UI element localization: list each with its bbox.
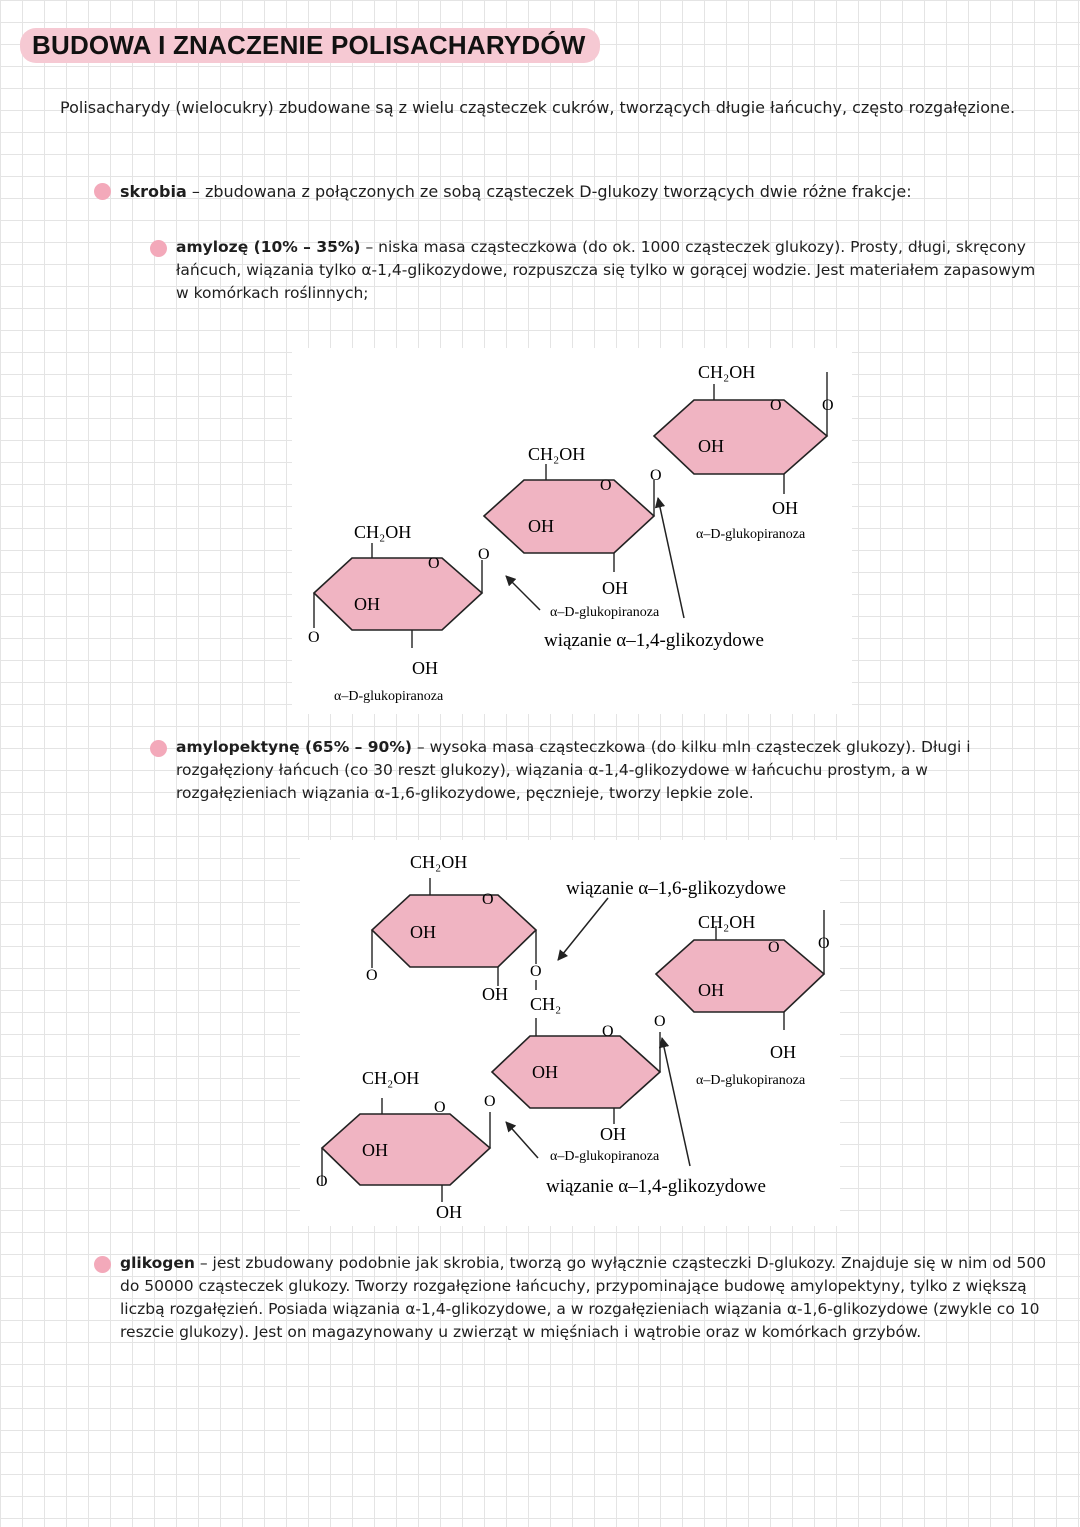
ringa-o: O xyxy=(434,1099,446,1116)
ring3-ch2oh: CH₂OH xyxy=(698,362,756,382)
bullet-glikogen xyxy=(94,1256,111,1273)
glucose-ring-a xyxy=(316,1068,496,1222)
ring3-o: O xyxy=(770,397,782,414)
ringb-oh: OH xyxy=(532,1062,558,1082)
ring2-oh-bottom: OH xyxy=(602,578,628,598)
amylopektyna-paragraph xyxy=(176,736,1036,805)
glucose-ring-c xyxy=(656,910,830,1088)
skrobia-term: skrobia xyxy=(120,182,187,201)
branch-oh-bottom: OH xyxy=(482,984,508,1004)
glikogen-text: – jest zbudowany podobnie jak skrobia, tworzą go wyłącznie cząsteczki D-glukozy. Znajduje się w nim od 500 do 50000 cząsteczek glukozy. Tworzy rozgałęzione łańcuchy, przypominające budowę amylopektyny, tylko z większą liczbą rozgałęzień. Posiada wiązania α-1,4-glikozydowe, a w rozgałęzieniach wiązania α-1,6-glikozydowe (zwykle co 10 reszcie glukozy). Jest on magazynowany u zwierząt w mięśniach i wątrobie oraz w komórkach grzybów. xyxy=(120,1254,1047,1341)
bullet-amylopektyna xyxy=(150,740,167,757)
ringc-ch2oh: CH₂OH xyxy=(698,912,756,932)
bond14-arrow-2 xyxy=(662,1038,690,1166)
ringc-label: α–D-glukopiranoza xyxy=(696,1073,806,1088)
ring2-o-link: O xyxy=(650,467,662,484)
ringa-o-link: O xyxy=(484,1093,496,1110)
ring1-ch2oh: CH₂OH xyxy=(354,522,412,542)
branch-o-left: O xyxy=(366,967,378,984)
bond-label-14: wiązanie α–1,4-glikozydowe xyxy=(544,630,764,651)
ring1-o: O xyxy=(428,555,440,572)
bullet-amyloza xyxy=(150,240,167,257)
amylopectin-diagram xyxy=(300,840,840,1226)
bond14-arrow-1 xyxy=(506,1122,538,1158)
ring3-oh: OH xyxy=(698,436,724,456)
ring1-oh: OH xyxy=(354,594,380,614)
ring3-label: α–D-glukopiranoza xyxy=(696,527,806,542)
ringc-oh-bottom: OH xyxy=(770,1042,796,1062)
ringb-oh-bottom: OH xyxy=(600,1124,626,1144)
bond-label-14: wiązanie α–1,4-glikozydowe xyxy=(546,1176,766,1197)
skrobia-paragraph xyxy=(120,180,1050,203)
branch-ch2oh: CH₂OH xyxy=(410,852,468,872)
branch-ring xyxy=(366,852,542,1004)
glikogen-paragraph xyxy=(120,1252,1055,1344)
ringc-o-link: O xyxy=(818,935,830,952)
ring2-o: O xyxy=(600,477,612,494)
amylopektyna-text: – wysoka masa cząsteczkowa (do kilku mln cząsteczek glukozy). Długi i rozgałęziony łańcuch (co 30 reszt glukozy), wiązania α-1,4-glikozydowe w łańcuchu prostym, a w rozgałęzieniach wiązania α-1,6-glikozydowe, pęcznieje, tworzy lepkie zole. xyxy=(176,738,971,802)
ring3-o-link: O xyxy=(822,397,834,414)
bond-arrow-2 xyxy=(658,498,684,618)
glucose-ring-1 xyxy=(308,522,490,704)
bond16-arrow xyxy=(558,898,608,960)
branch-oh: OH xyxy=(410,922,436,942)
ring1-oh-bottom: OH xyxy=(412,658,438,678)
ring1-o-left: O xyxy=(308,629,320,646)
bond-arrow-1 xyxy=(506,576,540,610)
ringc-o: O xyxy=(768,939,780,956)
ring1-o-link: O xyxy=(478,546,490,563)
ringc-oh: OH xyxy=(698,980,724,1000)
amylopektyna-term: amylopektynę (65% – 90%) xyxy=(176,738,412,756)
ring2-oh: OH xyxy=(528,516,554,536)
ring2-ch2oh: CH₂OH xyxy=(528,444,586,464)
branch-o: O xyxy=(482,891,494,908)
bond-label-16: wiązanie α–1,6-glikozydowe xyxy=(566,878,786,899)
glucose-ring-3 xyxy=(654,362,834,542)
amyloza-text: – niska masa cząsteczkowa (do ok. 1000 cząsteczek glukozy). Prosty, długi, skręcony łańcuch, wiązania tylko α-1,4-glikozydowe, rozpuszcza się tylko w gorącej wodzie. Jest materiałem zapasowym w komórkach roślinnych; xyxy=(176,238,1036,302)
ch2-label: CH₂ xyxy=(530,994,562,1014)
ringb-o: O xyxy=(602,1023,614,1040)
branch-o-link: O xyxy=(530,963,542,980)
ring3-oh-bottom: OH xyxy=(772,498,798,518)
skrobia-text: – zbudowana z połączonych ze sobą cząsteczek D-glukozy tworzących dwie różne frakcje: xyxy=(186,182,912,201)
bullet-skrobia xyxy=(94,183,111,200)
glucose-ring-b xyxy=(492,1013,666,1164)
ringb-o-link: O xyxy=(654,1013,666,1030)
amyloza-paragraph xyxy=(176,236,1036,305)
ring2-label: α–D-glukopiranoza xyxy=(550,605,660,620)
intro-text: Polisacharydy (wielocukry) zbudowane są z wielu cząsteczek cukrów, tworzących długie łańcuchy, często rozgałęzione. xyxy=(60,98,1016,117)
ringa-oh: OH xyxy=(362,1140,388,1160)
intro-paragraph xyxy=(60,96,1050,119)
amylose-diagram xyxy=(292,348,852,714)
page-title: BUDOWA I ZNACZENIE POLISACHARYDÓW xyxy=(20,28,600,63)
ringa-oh-bottom: OH xyxy=(436,1202,462,1222)
ringa-ch2oh: CH₂OH xyxy=(362,1068,420,1088)
glikogen-term: glikogen xyxy=(120,1254,195,1272)
amyloza-term: amylozę (10% – 35%) xyxy=(176,238,361,256)
ring1-label: α–D-glukopiranoza xyxy=(334,689,444,704)
ringb-label: α–D-glukopiranoza xyxy=(550,1149,660,1164)
ringa-o-left: O xyxy=(316,1173,328,1190)
glucose-ring-2 xyxy=(484,444,662,620)
